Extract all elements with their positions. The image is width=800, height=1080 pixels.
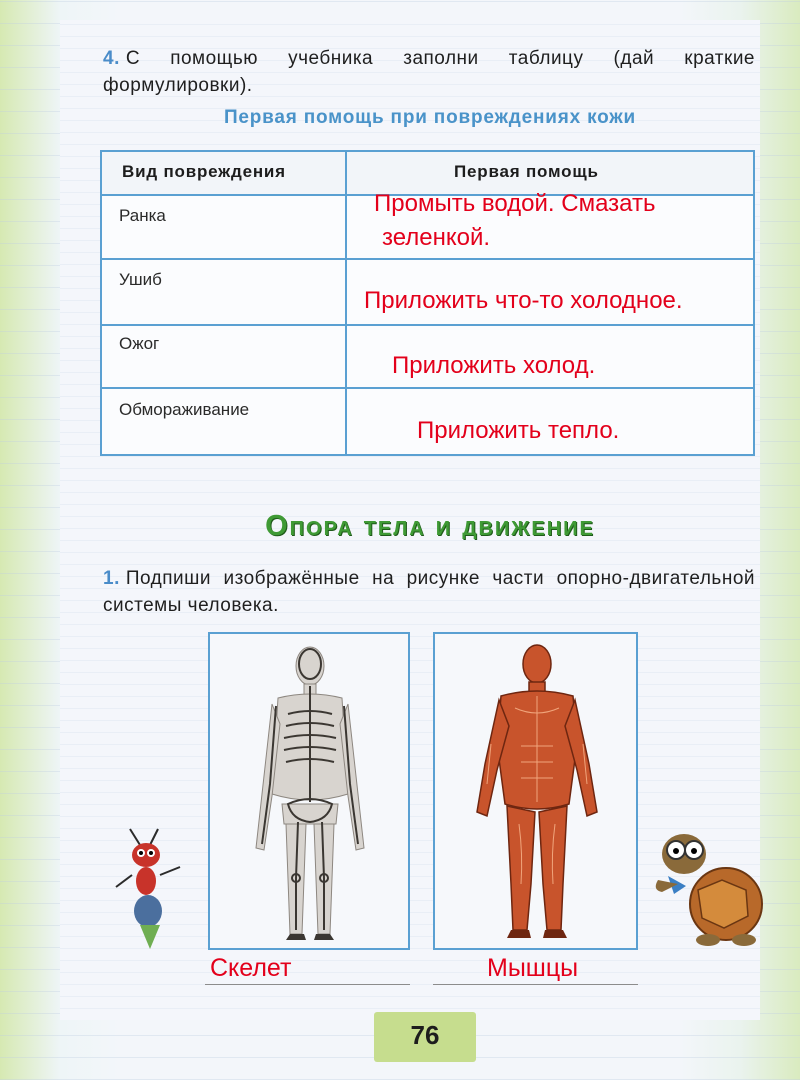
answer-cell: Приложить холод. — [392, 352, 596, 379]
row-divider — [102, 258, 753, 260]
section-title: Опора тела и движение — [265, 510, 595, 542]
muscle-figure — [435, 634, 636, 948]
task-1-number: 1. — [103, 568, 120, 589]
task-1-instruction — [103, 565, 755, 619]
skeleton-figure — [210, 634, 408, 948]
page-number: 76 — [410, 1020, 440, 1050]
skeleton-label: Скелет — [210, 954, 292, 982]
task-4-instruction — [103, 45, 755, 99]
header-first-aid: Первая помощь — [454, 162, 599, 181]
row-divider — [102, 387, 753, 389]
injury-cell: Обмораживание — [119, 400, 250, 419]
injury-cell: Ожог — [119, 334, 160, 353]
muscles-frame — [433, 632, 638, 950]
row-divider — [102, 324, 753, 326]
injury-cell: Ранка — [119, 206, 166, 225]
header-injury-type: Вид повреждения — [122, 162, 286, 181]
muscles-label: Мышцы — [487, 954, 579, 982]
turtle-character — [648, 820, 768, 950]
answer-cell: Приложить тепло. — [417, 417, 620, 444]
skeleton-frame — [208, 632, 410, 950]
ant-character — [110, 825, 190, 950]
column-divider — [345, 152, 347, 454]
table-title: Первая помощь при повреждениях кожи — [223, 107, 637, 128]
task-4-text: С помощью учебника заполни таблицу (дай краткие формулировки). — [103, 48, 755, 96]
first-aid-table — [100, 150, 755, 456]
answer-cell: зеленкой. — [382, 224, 491, 251]
answer-line — [433, 984, 638, 985]
task-4-number: 4. — [103, 48, 120, 69]
answer-cell: Промыть водой. Смазать — [374, 190, 656, 217]
task-1-text: Подпиши изображённые на рисунке части опорно-двигательной системы человека. — [103, 568, 755, 616]
answer-cell: Приложить что-то холодное. — [364, 287, 683, 314]
injury-cell: Ушиб — [119, 270, 162, 289]
answer-line — [205, 984, 410, 985]
